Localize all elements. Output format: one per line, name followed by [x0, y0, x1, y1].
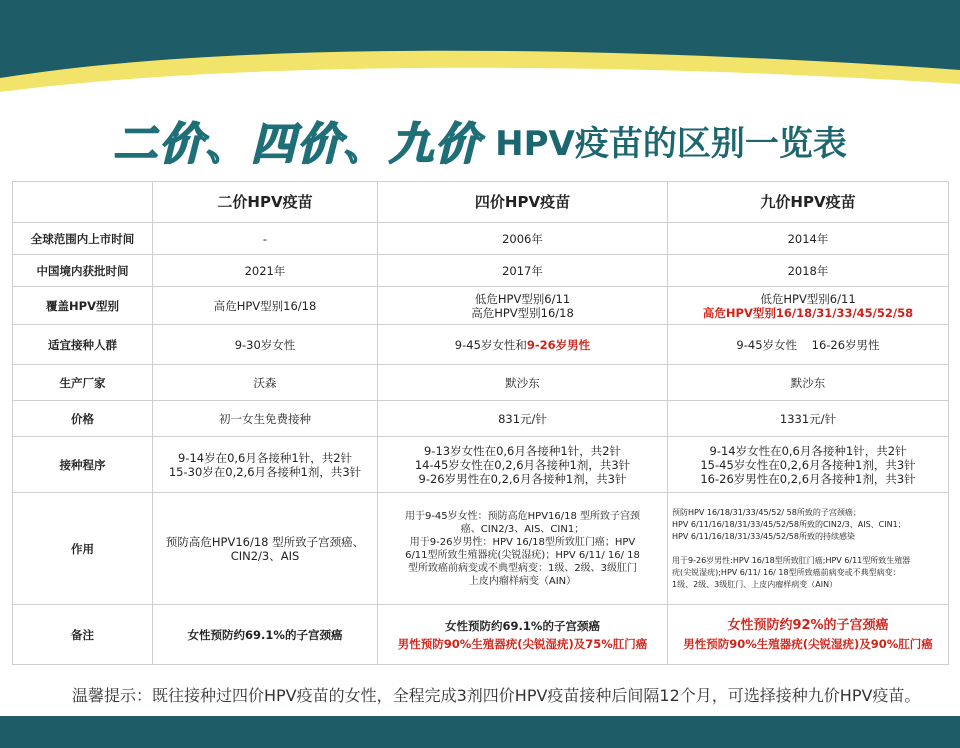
- table-row: [13, 605, 949, 665]
- cell: 9-30岁女性: [153, 325, 378, 365]
- table-row: [13, 223, 949, 255]
- cell: 默沙东: [378, 365, 668, 401]
- cell-line: 低危HPV型别6/11: [474, 291, 571, 306]
- cell: [378, 493, 668, 605]
- title-emphasis: 二价、四价、九价: [113, 119, 482, 170]
- cell-line: 用于9-26岁男性:HPV 16/18型所致肛门癌;HPV 6/11型所致生殖器: [672, 555, 911, 565]
- page-title: [0, 108, 960, 172]
- table-row: [13, 401, 949, 437]
- cell-line: 16-26岁男性在0,2,6月各接种1剂，共3针: [700, 471, 916, 486]
- cell: 2014年: [668, 223, 949, 255]
- cell-line: 1级、2级、3级肛门、上皮内瘤样病变（AIN）: [672, 579, 838, 589]
- cell-text-highlight: 9-26岁男性: [526, 337, 591, 352]
- row-label: 生产厂家: [13, 365, 153, 401]
- cell-line: 低危HPV型别6/11: [760, 291, 856, 306]
- cell: 2017年: [378, 255, 668, 287]
- cell-line: 9-13岁女性在0,6月各接种1针，共2针: [423, 443, 622, 458]
- header-bivalent: 二价HPV疫苗: [153, 182, 378, 223]
- cell: [668, 493, 949, 605]
- footer-tip: 温馨提示：既往接种过四价HPV疫苗的女性，全程完成3剂四价HPV疫苗接种后间隔12个月，可选择接种九价HPV疫苗。: [72, 686, 921, 705]
- cell: [378, 605, 668, 665]
- cell: [668, 287, 949, 325]
- cell-line: 预防高危HPV16/18 型所致子宫颈癌、: [165, 534, 365, 549]
- cell-line: [672, 543, 944, 555]
- cell-line: 预防HPV 16/18/31/33/45/52/ 58所致的子宫颈癌；: [672, 507, 861, 517]
- cell-line: 6/11型所致生殖器疣(尖锐湿疣)；HPV 6/11/ 16/ 18: [405, 549, 640, 561]
- cell: 2021年: [153, 255, 378, 287]
- cell: 默沙东: [668, 365, 949, 401]
- cell-text: 9-45岁女性和: [454, 337, 527, 352]
- cell-line: HPV 6/11/16/18/31/33/45/52/58所致的CIN2/3、AIS、CIN1；: [672, 519, 906, 529]
- row-label: 接种程序: [13, 437, 153, 493]
- footer-band: [0, 716, 960, 748]
- header-quadrivalent: 四价HPV疫苗: [378, 182, 668, 223]
- cell-line: 9-14岁女性在0,6月各接种1针，共2针: [709, 443, 907, 458]
- table-row: [13, 255, 949, 287]
- cell-line: 女性预防约69.1%的子宫颈癌: [445, 618, 600, 633]
- cell: [378, 437, 668, 493]
- cell-line-highlight: 高危HPV型别16/18/31/33/45/52/58: [702, 305, 914, 320]
- cell-line: 疣(尖锐湿疣);HPV 6/11/ 16/ 18型所致癌前病变或不典型病变：: [672, 567, 901, 577]
- row-label: 备注: [13, 605, 153, 665]
- row-label: 全球范围内上市时间: [13, 223, 153, 255]
- cell: [668, 437, 949, 493]
- row-label: 中国境内获批时间: [13, 255, 153, 287]
- row-label: 价格: [13, 401, 153, 437]
- cell-line: 9-14岁在0,6月各接种1针，共2针: [177, 450, 353, 465]
- table-row: [13, 437, 949, 493]
- cell-line: 高危HPV型别16/18: [471, 305, 574, 320]
- cell-line: 癌、CIN2/3、AIS、CIN1；: [460, 523, 585, 535]
- row-label: 作用: [13, 493, 153, 605]
- cell: 1331元/针: [668, 401, 949, 437]
- header-row: [13, 182, 949, 223]
- cell-line: 14-45岁女性在0,2,6月各接种1剂，共3针: [414, 457, 631, 472]
- cell: [668, 605, 949, 665]
- cell: 2018年: [668, 255, 949, 287]
- cell-line: 15-30岁在0,2,6月各接种1剂，共3针: [168, 464, 362, 479]
- cell: [153, 493, 378, 605]
- cell: [153, 437, 378, 493]
- comparison-table: [12, 181, 949, 665]
- header-nonavalent: 九价HPV疫苗: [668, 182, 949, 223]
- table-row: [13, 325, 949, 365]
- row-label: 覆盖HPV型别: [13, 287, 153, 325]
- cell: 2006年: [378, 223, 668, 255]
- cell-line-highlight: 男性预防90%生殖器疣(尖锐湿疣)及90%肛门癌: [683, 636, 933, 651]
- cell-line: 用于9-45岁女性：预防高危HPV16/18 型所致子宫颈: [404, 510, 641, 522]
- table-row: [13, 287, 949, 325]
- cell-line: 上皮内瘤样病变（AIN）: [468, 575, 577, 587]
- cell-line: HPV 6/11/16/18/31/33/45/52/58所致的持续感染: [672, 531, 855, 541]
- header-decoration: [0, 0, 960, 120]
- table-row: [13, 365, 949, 401]
- cell-line: 用于9-26岁男性：HPV 16/18型所致肛门癌；HPV: [409, 536, 636, 548]
- table-row: [13, 493, 949, 605]
- cell: 女性预防约69.1%的子宫颈癌: [153, 605, 378, 665]
- cell-line: 15-45岁女性在0,2,6月各接种1剂，共3针: [700, 457, 916, 472]
- header-blank: [13, 182, 153, 223]
- cell: 高危HPV型别16/18: [153, 287, 378, 325]
- cell-line-highlight: 男性预防90%生殖器疣(尖锐湿疣)及75%肛门癌: [397, 636, 648, 651]
- cell: 初一女生免费接种: [153, 401, 378, 437]
- cell: [378, 287, 668, 325]
- cell-line-highlight: 女性预防约92%的子宫颈癌: [727, 617, 889, 633]
- title-rest: HPV疫苗的区别一览表: [495, 124, 847, 164]
- cell: 831元/针: [378, 401, 668, 437]
- cell: 沃森: [153, 365, 378, 401]
- cell: [378, 325, 668, 365]
- cell: 9-45岁女性 16-26岁男性: [668, 325, 949, 365]
- cell-line: 9-26岁男性在0,2,6月各接种1剂，共3针: [418, 471, 627, 486]
- row-label: 适宜接种人群: [13, 325, 153, 365]
- cell-line: CIN2/3、AIS: [230, 548, 300, 563]
- cell: -: [153, 223, 378, 255]
- cell-line: 型所致癌前病变或不典型病变：1级、2级、3级肛门: [407, 562, 638, 574]
